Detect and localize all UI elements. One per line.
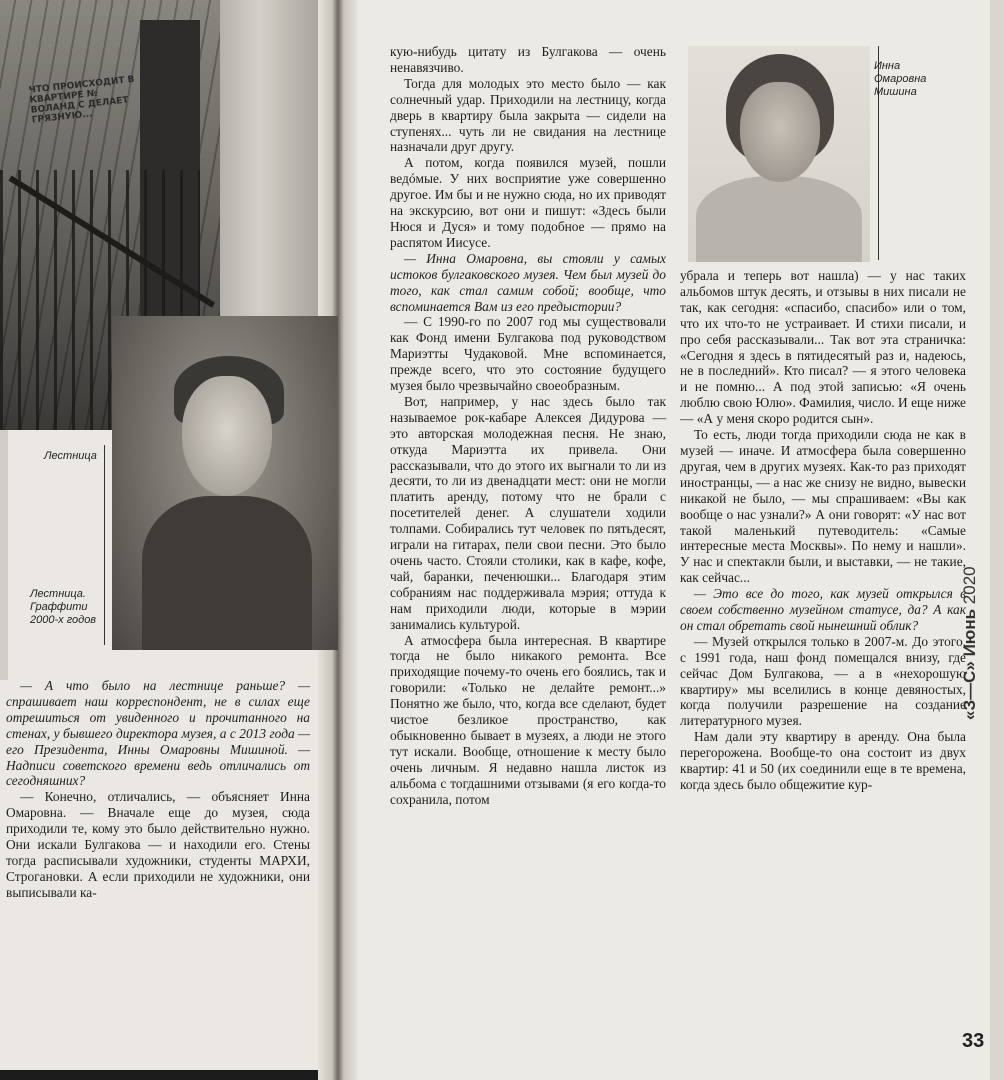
text-column-middle — [390, 44, 666, 808]
caption-rule — [104, 445, 105, 645]
paragraph: убрала и теперь вот нашла) — у нас таких альбомов штук десять, и отзывы в них писали не так, как сегодня: «спасибо, спасибо» или о том, что их что-то не устраивает. И стихи писали, и про себя рассказывали... Так вот эта страничка: «Сегодня я здесь в пятидесятый раз и, надеюсь, не в последний». Кто писал? — я этого человека и не помню... А под этой записью: «Я очень люблю свою Юлю». Фамилия, число. И еще ниже — «А у меня скоро родится сын». — [680, 268, 966, 427]
journal-year: 2020 — [960, 566, 979, 605]
paragraph: — Инна Омаровна, вы стояли у самых истоков булгаковского музея. Чем был музей до того, как стал самим собой; вообще, что вспоминается Вам из его предыстории? — [390, 250, 666, 314]
paragraph: — Это все до того, как музей открылся в своем собственно музейном статусе, да? А как он стал обретать свой нынешний облик? — [680, 586, 966, 633]
journal-month: Июнь — [960, 608, 979, 657]
page-number: 33 — [962, 1030, 985, 1052]
paragraph: А атмосфера была интересная. В квартире тогда не было никакого ремонта. Все приходящие почему-то очень его боялись, так и говорили: «Только не делайте ремонт...» Понятно же было, что, когда все сделают, будет чистое безликое пространство, как обыкновенно бывает в музеях, а люди не этого тут искали. Вообще, отношение к месту было очень личным. Я недавно нашла листок из альбома с тогдашними отзывами (я его когда-то сохранила, потом — [390, 632, 666, 807]
paragraph: кую-нибудь цитату из Булгакова — очень ненавязчиво. — [390, 44, 666, 75]
caption-stair: Лестница — [44, 450, 97, 462]
page-edge — [0, 430, 8, 680]
graffiti-portrait-photo — [112, 316, 338, 650]
journal-title — [960, 420, 990, 720]
caption-inna: Инна Омаровна Мишина — [874, 60, 927, 98]
portrait-face — [182, 376, 272, 496]
inna-mishina-photo — [688, 46, 870, 262]
paragraph: — Музей открылся только в 2007-м. До этого, с 1991 года, наш фонд помещался внизу, где сейчас Дом Булгакова, — а в «нехорошую квартиру» мы вселились в конце девяностых, когда получили разрешение на создание литературного музея. — [680, 633, 966, 729]
page-edge-right — [990, 0, 1004, 1080]
graffiti-text: ЧТО ПРОИСХОДИТ В КВАРТИРЕ № ВОЛАНД С ДЕЛАЕТ ГРЯЗНУЮ... — [28, 74, 136, 126]
portrait-body — [142, 496, 312, 650]
paragraph: Вот, например, у нас здесь было так называемое рок-кабаре Алексея Дидурова — это авторская молодежная песня. Не знаю, откуда Мариэтта их привела. Они рассказывали, что до этого их выгнали то ли из десяти, то ли из двенадцати мест: они не могли платить аренду, потому что не брали с посетителей денег. А слушатели ходили толпами. Собирались тут человек по пятьдесят, играли на гитарах, пели свои песни. Это было очень часто. Стояли столики, как в кафе, кофе, чай, баранки, печенюшки... Благодаря этим собраниям нас поддерживала мэрия; оттуда к нам приходили люди, которые в мэрии занимались культурой. — [390, 393, 666, 632]
caption-graffiti: Лестница. Граффити 2000-х годов — [30, 588, 97, 626]
photo-body — [696, 176, 862, 262]
text-column-right — [680, 268, 966, 793]
journal-name: «З—С» — [960, 661, 979, 720]
photo-face — [740, 82, 820, 182]
paragraph: Нам дали эту квартиру в аренду. Она была перегорожена. Вообще-то она состоит из двух квартир: 41 и 50 (их соединили еще в те времена, когда здесь было общежитие кур- — [680, 729, 966, 792]
paragraph: — А что было на лестнице раньше? — спрашивает наш корреспондент, не в силах еще отрешиться от увиденного и прочитанного на стенах, у бывшего директора музея, а с 2013 года — его Президента, Инны Омаровны Мишиной. — Надписи советского времени ведь отличались от сегодняшних? — [6, 678, 310, 789]
paragraph: Тогда для молодых это место было — как солнечный удар. Приходили на лестницу, когда дверь в квартиру была закрыта — сидели на ступенях... чуть ли не свидания на лестнице назначали друг другу. — [390, 75, 666, 155]
paragraph: То есть, люди тогда приходили сюда не как в музей — иначе. И атмосфера была совершенно другая, чем в других музеях. Как-то раз приходят иностранцы, — а нас же снизу не видно, вывески никакой не было, — мы спрашиваем: «Вы как вообще о нас узнали?» А они говорят: «У нас вот такой маленький путеводитель: «Самые интересные места Москвы». По нему и нашли». У нас и спектакли были, и выставки, — не такие, как сейчас... — [680, 427, 966, 586]
paragraph: — Конечно, отличались, — объясняет Инна Омаровна. — Вначале еще до музея, сюда приходили те, кому это было действительно нужно. Они искали Булгакова — и находили его. Стены тогда расписывали художники, студенты МАРХИ, Строгановки. А если приходили не художники, они выписывали ка- — [6, 789, 310, 900]
paragraph: А потом, когда появился музей, пошли ведóмые. У них восприятие уже совершенно другое. Им бы и не нужно сюда, но их приводят на экскурсию, вот они и пишут: «Здесь были Нюся и Дуся» и тому подобное — прямо на распятом Иисусе. — [390, 155, 666, 250]
text-column-left — [6, 678, 310, 901]
paragraph: — С 1990-го по 2007 год мы существовали как Фонд имени Булгакова под руководством Мариэтты Чудаковой. Мне вспоминается, прежде всего, что это состояние будущего музея было чрезвычайно своеобразным. — [390, 314, 666, 394]
